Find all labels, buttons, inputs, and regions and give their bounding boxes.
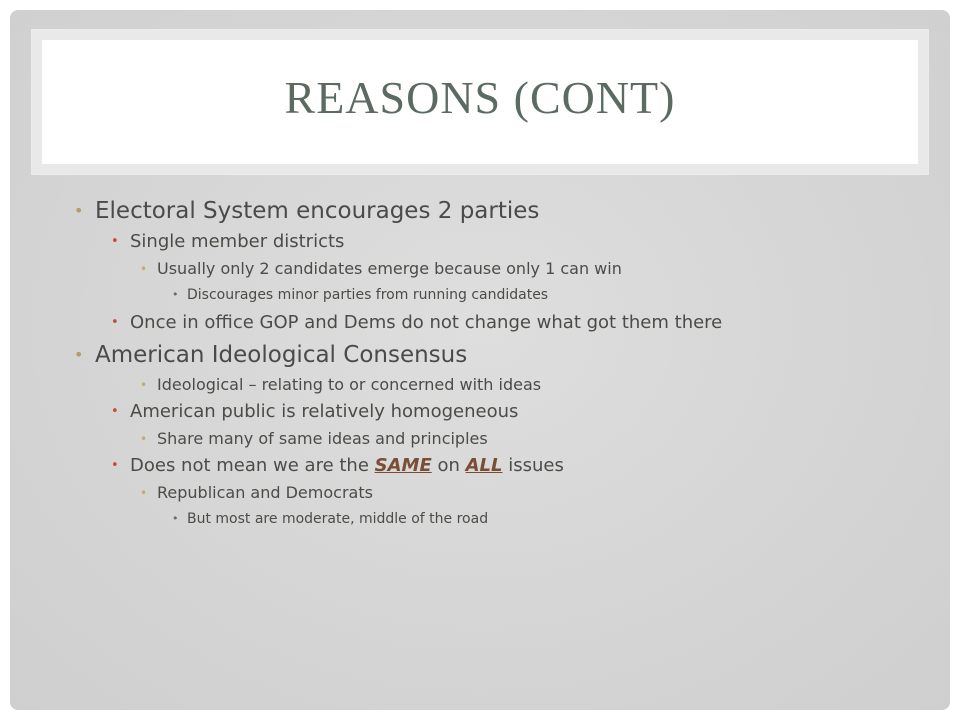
bullet-text: Electoral System encourages 2 parties <box>95 198 540 224</box>
bullet-item <box>68 312 888 334</box>
bullet-marker: • <box>140 486 148 500</box>
bullet-item <box>68 285 888 305</box>
bullet-text <box>130 455 564 476</box>
bullet-item <box>68 483 888 503</box>
bullet-item <box>68 429 888 449</box>
title-panel <box>42 40 918 164</box>
bullet-text: But most are moderate, middle of the road <box>187 511 489 527</box>
bullet-text: American public is relatively homogeneous <box>130 401 519 422</box>
bullet-marker: • <box>140 432 148 446</box>
bullet-marker: • <box>74 201 84 220</box>
bullet-text: Single member districts <box>130 231 345 252</box>
bullet-marker: • <box>111 404 119 419</box>
bullet-marker: • <box>140 262 148 276</box>
bullet-text: Share many of same ideas and principles <box>157 429 488 448</box>
bullet-marker: • <box>111 315 119 330</box>
bullet-item <box>68 401 888 423</box>
bullet-text-part: Does not mean we are the <box>130 455 375 476</box>
slide <box>10 10 950 710</box>
bullet-marker: • <box>172 288 179 301</box>
bullet-marker: • <box>74 345 84 364</box>
bullet-item <box>68 455 888 477</box>
bullet-text: Once in office GOP and Dems do not change what got them there <box>130 312 723 333</box>
bullet-marker: • <box>140 378 148 392</box>
bullet-item <box>68 259 888 279</box>
emphasis-all: ALL <box>465 455 503 476</box>
bullet-item <box>68 375 888 395</box>
bullet-text: Usually only 2 candidates emerge because only 1 can win <box>157 259 622 278</box>
bullet-list <box>68 196 888 536</box>
bullet-item <box>68 231 888 253</box>
bullet-text: American Ideological Consensus <box>95 342 468 368</box>
title-frame <box>31 29 929 175</box>
bullet-text: Ideological – relating to or concerned with ideas <box>157 375 542 394</box>
bullet-marker: • <box>111 234 119 249</box>
bullet-text: Discourages minor parties from running candidates <box>187 287 549 303</box>
bullet-text-part: issues <box>502 455 564 476</box>
bullet-item <box>68 340 888 370</box>
emphasis-same: SAME <box>374 455 432 476</box>
bullet-text-part: on <box>431 455 466 476</box>
bullet-text: Republican and Democrats <box>157 483 373 502</box>
bullet-item <box>68 509 888 529</box>
bullet-marker: • <box>111 458 119 473</box>
bullet-marker: • <box>172 512 179 525</box>
bullet-item <box>68 196 888 226</box>
slide-title: REASONS (CONT) <box>284 71 676 123</box>
